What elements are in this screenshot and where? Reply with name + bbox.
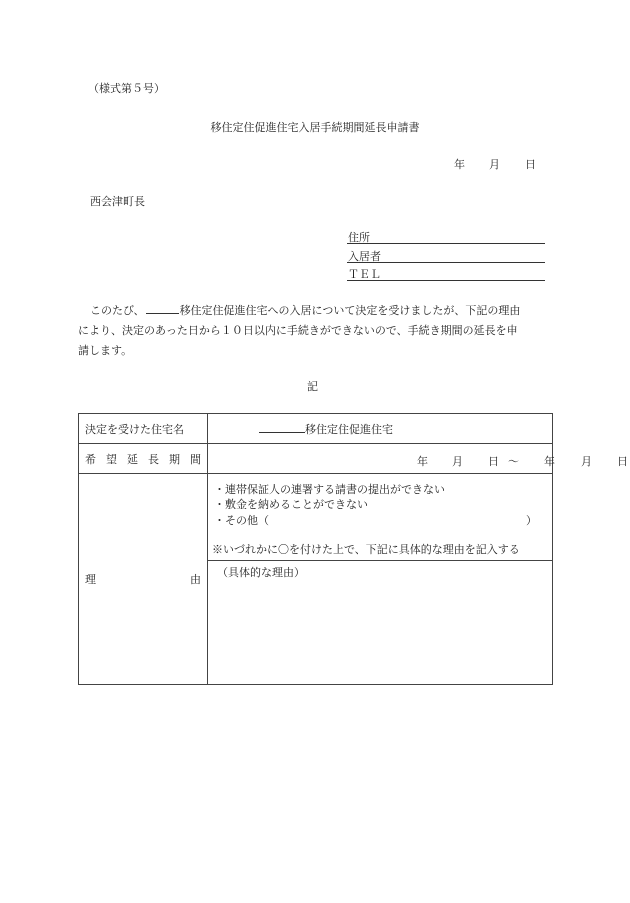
option-guarantor[interactable]: ・連帯保証人の連署する請書の提出ができない [214,483,445,496]
housing-name-row [79,414,553,444]
note-heading: 記 [307,380,318,393]
extension-period-label: 希 望 延 長 期 間 [79,444,208,474]
date-day-label: 日 [525,158,536,171]
housing-name-value: 移住定住促進住宅 [305,422,393,436]
reason-label: 理 由 [79,474,208,685]
specific-reason-label: （具体的な理由） [217,566,305,579]
form-number: （様式第５号） [88,82,165,95]
resident-label: 入居者 [348,250,381,263]
option-other[interactable]: ・その他（ [214,514,269,527]
housing-name-cell [208,414,553,444]
body-line-1 [90,302,520,318]
body-line-2: により、決定のあった日から１０日以内に手続きができないので、手続き期間の延長を申 [78,324,518,337]
document-title: 移住定住促進住宅入居手続期間延長申請書 [210,121,420,134]
reason-row [79,474,553,685]
address-label: 住所 [348,231,370,244]
recipient: 西会津町長 [90,195,145,208]
body-line-3: 請します。 [78,344,133,357]
tel-field[interactable] [347,266,545,281]
tel-label: ＴＥＬ [348,268,381,281]
option-other-close: ） [526,514,537,527]
body-line-1-text: 移住定住促進住宅への入居について決定を受けましたが、下記の理由 [179,304,521,317]
housing-name-label: 決定を受けた住宅名 [79,414,208,444]
reason-options [208,474,552,561]
housing-town-blank[interactable] [259,421,305,433]
reason-instruction: ※いづれかに〇を付けた上で、下記に具体的な理由を記入する [212,543,520,556]
date-year-label: 年 [454,158,465,171]
date-month-label: 月 [489,158,500,171]
option-deposit[interactable]: ・敷金を納めることができない [214,498,368,511]
extension-period-row [79,444,553,474]
reason-cell [208,474,553,685]
body-town-blank[interactable] [146,302,179,314]
application-table [78,413,628,685]
body-intro: このたび、 [90,304,145,317]
extension-period-dates[interactable]: 年 月 日 ～ 年 月 日 [208,444,553,474]
resident-field[interactable] [347,248,545,263]
address-field[interactable] [347,229,545,244]
specific-reason-area[interactable] [208,561,552,684]
